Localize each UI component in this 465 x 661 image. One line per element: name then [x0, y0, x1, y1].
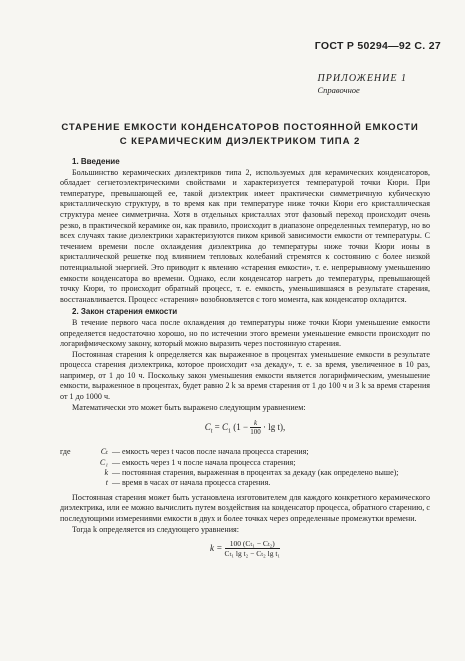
document-body	[60, 155, 430, 561]
paragraph-aging-4: Постоянная старения может быть установлена изготовителем для каждого конкретного керамического диэлектрика, или ее можно вычислить путем воздействия на конденсатор процесса, обратного старению, с последующими измерениями емкости в двух и более точках через определенные промежутки времени.	[60, 492, 430, 524]
formula-lhs-sub: t	[210, 428, 213, 435]
legend-symbol: k	[104, 468, 108, 478]
paragraph-intro: Большинство керамических диэлектриков типа 2, используемых для керамических конденсаторов, обладает сегнетоэлектрическими свойствами и характеризуется температурой точки Кюри. При температуре, превышающей ее, такой диэлектрик имеет практически симметричную кубическую кристаллическую структуру, в то время как при температуре ниже точки Кюри его кристаллическая структура менее симметрична. Хотя в отдельных кристаллах этот фазовый переход происходит очень резко, в практической керамике он, как правило, происходит в диапазоне определенных температур, но во всех случаях такие диэлектрики характеризуются пиком кривой зависимости емкости от температуры. С течением времени после охлаждения диэлектрика до температуры ниже точки Кюри ионы в кристаллической решетке под влиянием тепловых колебаний стремятся к состоянию с более низкой потенциальной энергией. Это приводит к явлению «старения емкости», т. е. непрерывному уменьшению емкости конденсатора во времени. Однако, если конденсатор нагреть до температуры, превышающей точку Кюри, то происходит обратный процесс, т. е. емкость, уменьшившаяся в результате старения, восстанавливается. Процесс «старения» возобновляется с того момента, как конденсатор охладится.	[60, 167, 430, 304]
paragraph-aging-2: Постоянная старения k определяется как выраженное в процентах уменьшение емкости в результате процесса старения диэлектрика, которое происходит «за декаду», т. е. за время, увеличенное в 10 раз, например, от 1 до 10 ч. Поскольку закон уменьшения емкости является логарифмическим, уменьшение емкости, выраженное в процентах, будет равно 2 k за время старения от 1 до 100 ч и 3 k за время старения от 1 до 1000 ч.	[60, 349, 430, 402]
legend-row	[60, 458, 430, 468]
section-heading-intro: 1. Введение	[72, 157, 120, 166]
appendix-kind: Справочное	[317, 85, 360, 95]
formula-c1: C	[221, 422, 228, 433]
paragraph-aging-5: Тогда k определяется из следующего уравнения:	[72, 524, 240, 534]
title-line-2: С КЕРАМИЧЕСКИМ ДИЭЛЕКТРИКОМ ТИПА 2	[119, 136, 361, 147]
k-fraction-numerator: 100 (Cₜ₁ − Cₜ₂)	[225, 539, 280, 549]
section-heading-aging-law: 2. Закон старения емкости	[72, 307, 178, 317]
legend-row	[60, 468, 430, 478]
title-line-1: СТАРЕНИЕ ЕМКОСТИ КОНДЕНСАТОРОВ ПОСТОЯННОЙ ЕМКОСТИ	[61, 122, 419, 133]
fraction-numerator: k	[250, 419, 261, 428]
aging-formula	[60, 419, 430, 441]
formula-lhs: C	[204, 422, 211, 433]
legend-symbol: t	[105, 478, 108, 488]
formula-c1-sub: 1	[227, 428, 231, 435]
legend-row	[60, 478, 430, 488]
standard-reference: ГОСТ Р 50294—92 С. 27	[314, 40, 441, 52]
paragraph-aging-1: В течение первого часа после охлаждения до температуры ниже точки Кюри уменьшение емкости определяется недостаточно хорошо, но по истечении этого времени уменьшение емкости происходит по логарифмическому закону, который можно выразить через постоянную старения.	[60, 317, 430, 349]
k-formula-lhs: k =	[209, 543, 223, 554]
legend-text: — емкость через 1 ч после начала процесса старения;	[112, 457, 296, 467]
formula-eq: =	[214, 422, 220, 433]
fraction-denominator: 100	[250, 428, 261, 437]
legend-symbol: Cₜ	[100, 447, 108, 457]
formula-fraction	[250, 419, 261, 436]
legend-text: — емкость через t часов после начала процесса старения;	[112, 447, 309, 457]
k-fraction-denominator: Cₜ₁ lg t₂ − Cₜ₂ lg t₁	[224, 549, 281, 559]
legend-text: — постоянная старения, выраженная в процентах за декаду (как определено выше);	[112, 468, 399, 478]
paragraph-aging-3: Математически это может быть выражено следующим уравнением:	[72, 402, 306, 412]
legend-row	[60, 447, 430, 457]
page-title	[40, 121, 440, 149]
k-formula	[60, 539, 430, 561]
formula-tail: · lg t),	[263, 422, 286, 433]
formula-legend	[60, 447, 430, 489]
k-formula-fraction	[225, 539, 280, 558]
legend-symbol: C₁	[99, 457, 108, 467]
appendix-block	[318, 73, 408, 95]
legend-text: — время в часах от начала процесса старения.	[112, 478, 271, 488]
appendix-label: ПРИЛОЖЕНИЕ 1	[317, 73, 407, 84]
where-label: где	[60, 447, 71, 457]
formula-open: (1 −	[233, 422, 249, 433]
